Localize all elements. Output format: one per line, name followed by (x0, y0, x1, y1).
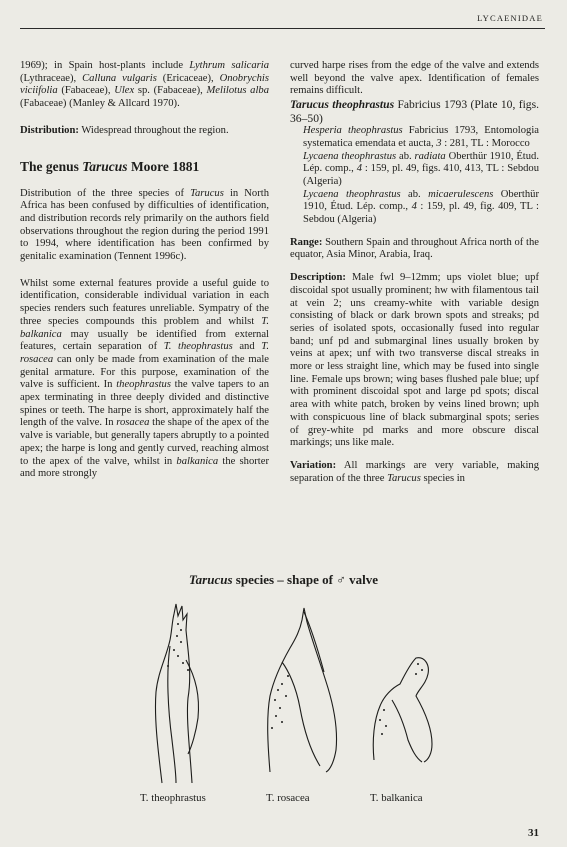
species-heading: Tarucus theophrastus Fabricius 1793 (Plate 10, figs. 36–50) (290, 98, 539, 125)
paragraph-variation: Variation: All markings are very variable, making separation of the three Tarucus species in (290, 459, 539, 484)
genus-heading: The genus Tarucus Moore 1881 (20, 158, 200, 174)
running-head: LYCAENIDAE (477, 13, 543, 23)
paragraph-host-plants: 1969); in Spain host-plants include Lythrum salicaria (Lythraceae), Calluna vulgaris (Ericaceae), Onobrychis viciifolia (Fabaceae), Ulex sp. (Fabaceae), Melilotus alba (Fabaceae) (Manley & Allcard 1970). (20, 60, 270, 110)
label-theophrastus: T. theophrastus (140, 792, 206, 804)
synonym-1: Hesperia theophrastus Fabricius 1793, Entomologia systematica emendata et aucta, 3 : 281, TL : Morocco (303, 125, 539, 149)
rosacea-valve-drawing (268, 608, 337, 772)
paragraph-harpe: curved harpe rises from the edge of the valve and extends well beyond the valve apex. Identification of females remains difficult. (290, 60, 539, 97)
right-column (290, 60, 539, 485)
paragraph-distribution: Distribution: Widespread throughout the region. (20, 124, 229, 136)
figure-title: Tarucus species – shape of ♂ valve (188, 572, 379, 587)
label-rosacea: T. rosacea (266, 792, 310, 804)
header-rule (20, 28, 545, 29)
valve-figure (20, 572, 547, 812)
paragraph-identification: Whilst some external features provide a useful guide to identification, considerable individual variation in each species renders such features unreliable. Sympatry of the three species compounds this problem and whilst T. balkanica may usually be identified from external features, certain separation of T. theophrastus and T. rosacea can only be made from examination of the male genital armature. For this purpose, examination of the valve is sufficient. In theophrastus the valve tapers to an apex terminating in three deeply divided and distinctive spines or teeth. The harpe is short, approximately half the length of the valve. In rosacea the shape of the apex of the valve is variable, but generally tapers abruptly to a pointed apex; the harpe is long and gently curved, reaching almost to the apex of the valve, whilst in balkanica the shorter and more strongly (20, 277, 270, 480)
paragraph-description: Description: Male fwl 9–12mm; ups violet blue; upf discoidal spot usually prominent; hw with filamentous tail at vein 2; uns creamy-white with variable design consisting of black or dark brown spots and streaks; pd series of isolated spots, occasionally fused into regular band; unf pd and submarginal lines usually broken by veins at apex; unf with two transverse discal streaks in more or less straight line, which may be fused into single line. Female ups brown; wing bases flushed pale blue; upf with prominent discoidal spot and large pd spots; discal area with white patch, broken by veins lined brown; uph with conspicuous line of black submarginal spots; series of grey-white pd marks and more obscure discal markings; uns like male. (290, 272, 539, 449)
page-number: 31 (528, 827, 539, 839)
left-column (20, 60, 269, 481)
synonym-2: Lycaena theophrastus ab. radiata Oberthür 1910, Étud. Lép. comp., 4 : 159, pl. 49, figs. 410, 413, TL : Sebdou (Algeria) (303, 150, 540, 187)
theophrastus-valve-drawing (155, 604, 198, 783)
balkanica-valve-drawing (373, 658, 432, 762)
synonym-3: Lycaena theophrastus ab. micaerulescens Oberthür 1910, Étud. Lép. comp., 4 : 159, pl. 49, fig. 409, TL : Sebdou (Algeria) (303, 188, 539, 226)
paragraph-range: Range: Southern Spain and throughout Africa north of the equator, Asia Minor, Arabia, Iraq. (290, 236, 539, 261)
label-balkanica: T. balkanica (370, 792, 423, 804)
valve-drawings (20, 600, 547, 790)
paragraph-genus-intro: Distribution of the three species of Tarucus in North Africa has been confused by difficulties of identification, and distribution records rely primarily on the authors field observations throughout the region during the period 1991 to 1994, where identification has been confirmed by genitalic examination (Tennent 1996c). (20, 187, 269, 263)
